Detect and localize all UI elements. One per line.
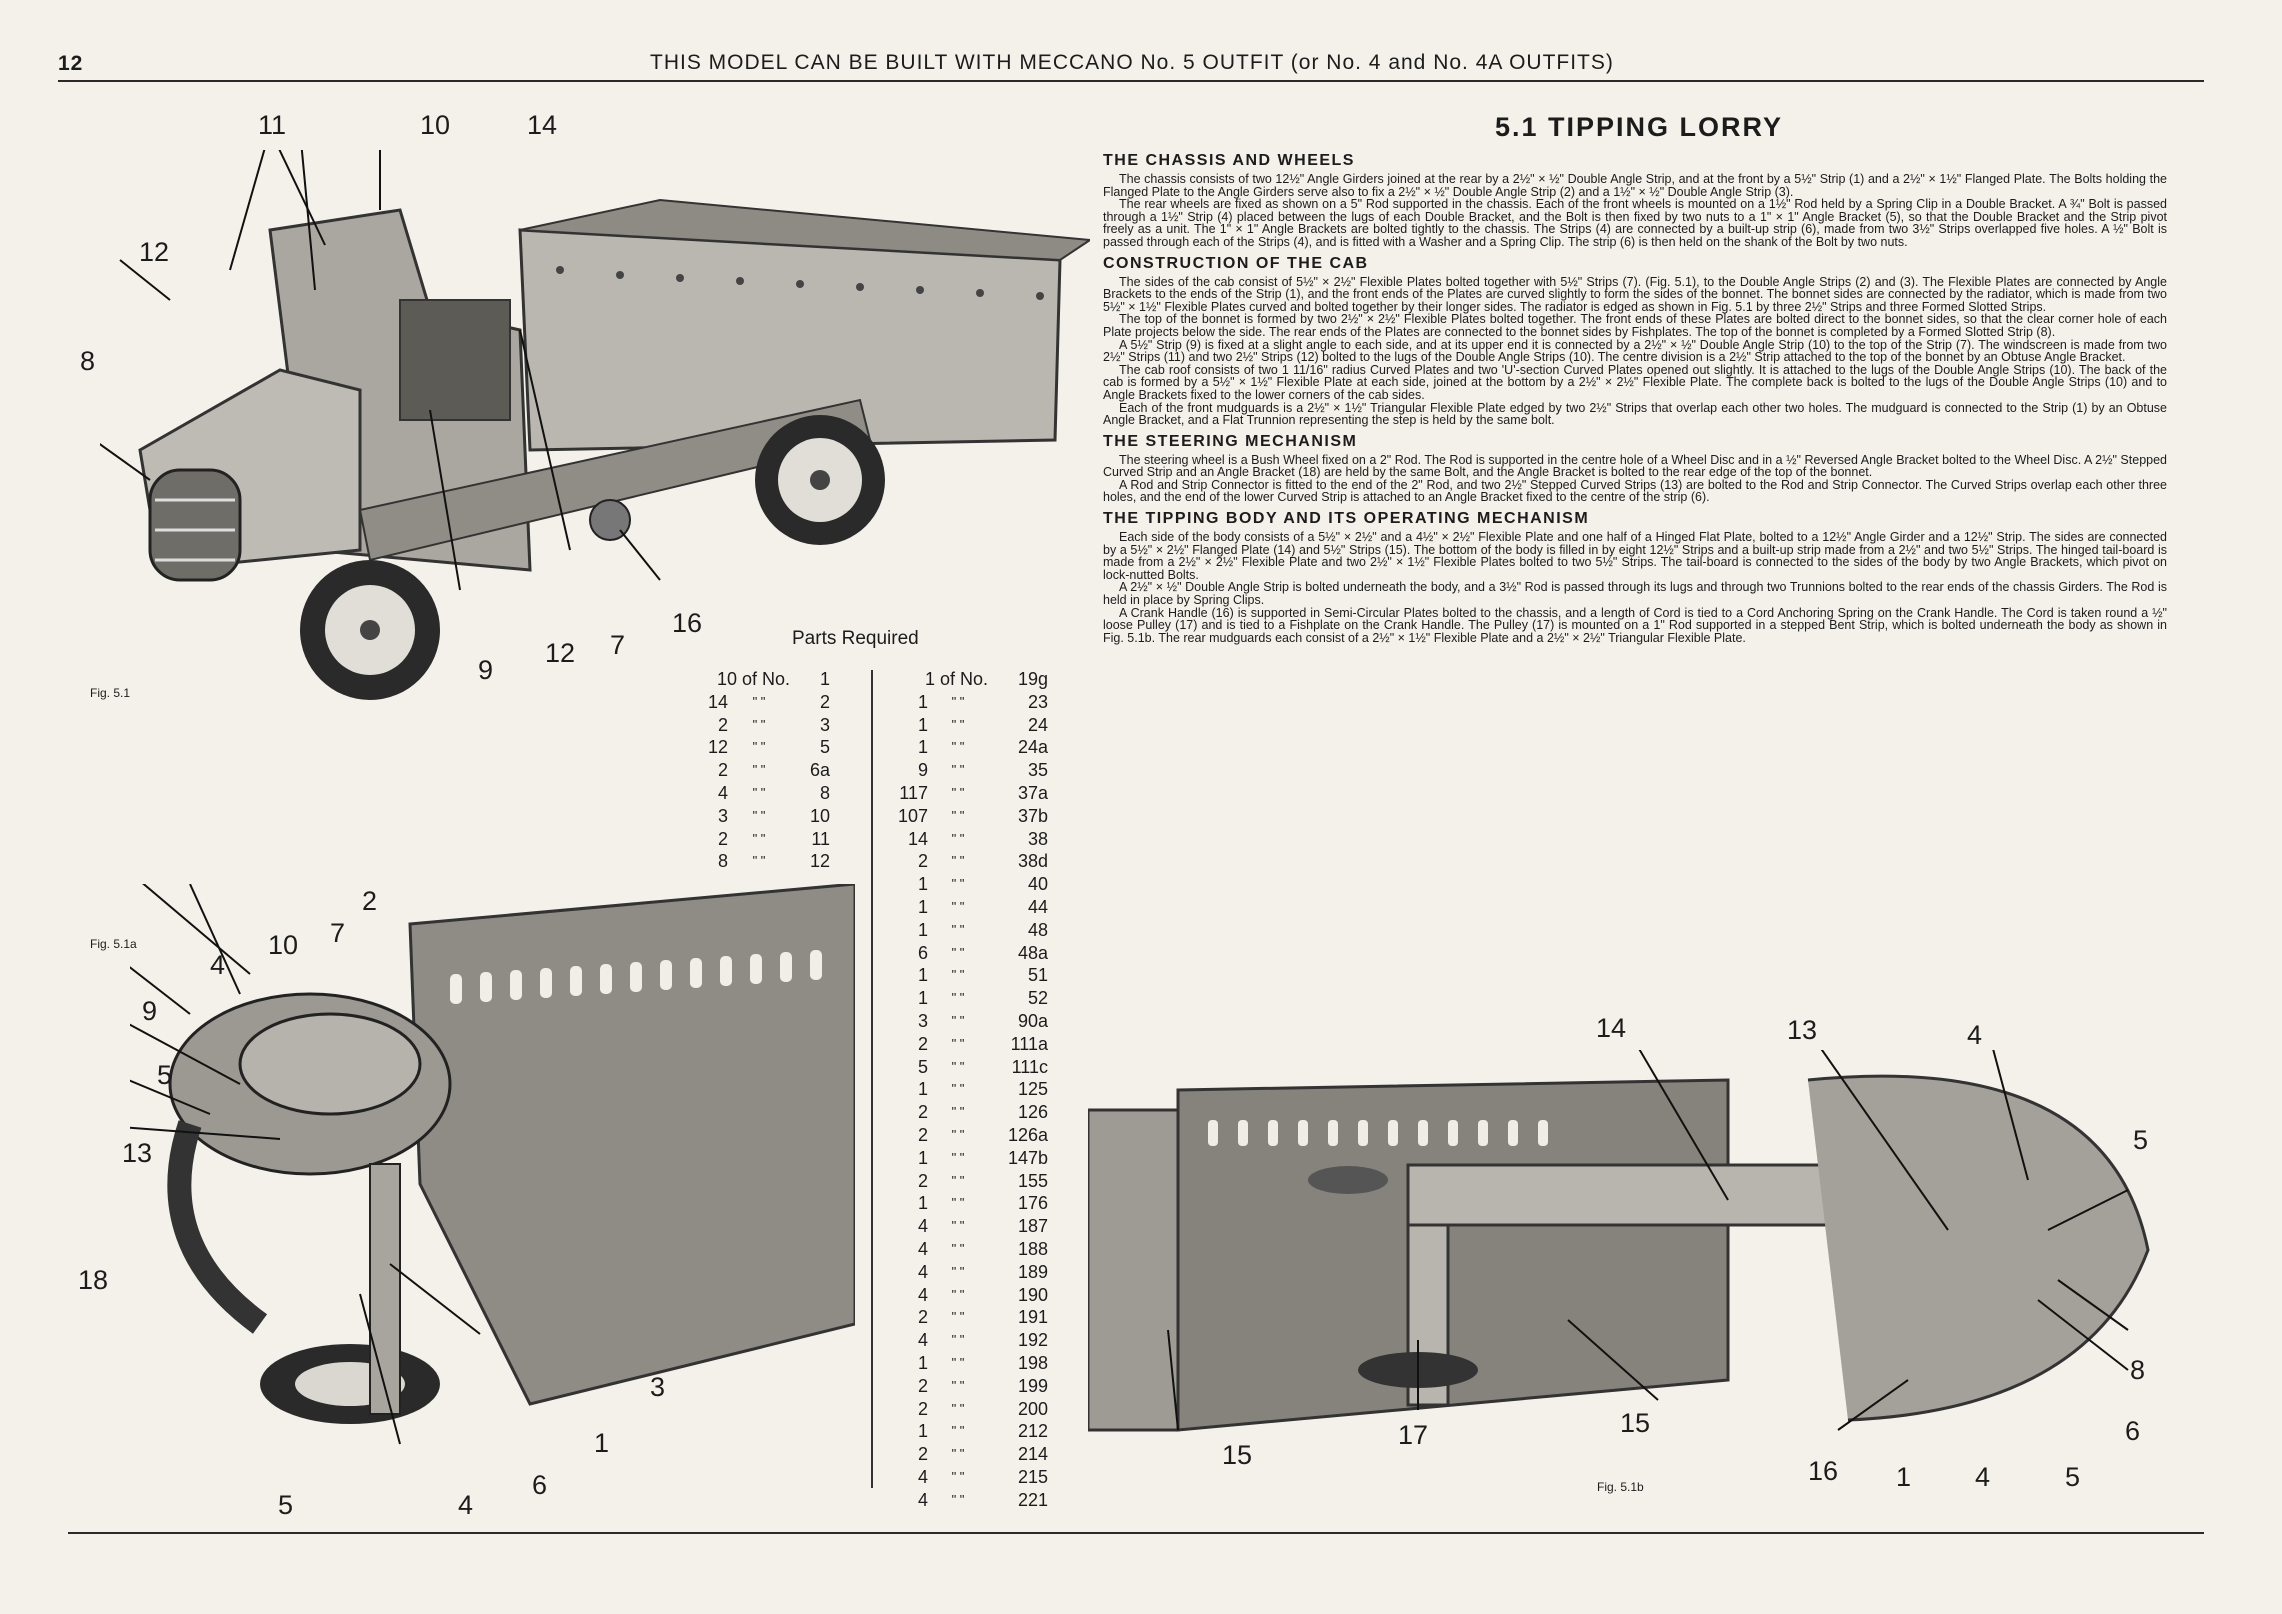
callout-label: 5 bbox=[278, 1490, 294, 1520]
parts-number: 3 bbox=[819, 714, 830, 735]
section-heading: THE STEERING MECHANISM bbox=[1103, 432, 1358, 450]
callout-label: 12 bbox=[139, 237, 170, 267]
parts-row bbox=[700, 714, 830, 737]
parts-number: 44 bbox=[1027, 896, 1048, 917]
callout-label: 4 bbox=[1975, 1462, 1991, 1492]
parts-qty: 4 bbox=[917, 1466, 928, 1487]
parts-ditto: " " bbox=[951, 1149, 965, 1165]
parts-row bbox=[898, 1033, 1048, 1056]
parts-row bbox=[898, 805, 1048, 828]
parts-row bbox=[898, 1306, 1048, 1329]
parts-column-1 bbox=[700, 668, 830, 873]
parts-qty: 2 bbox=[917, 1124, 928, 1145]
parts-ditto: " " bbox=[951, 1354, 965, 1370]
parts-row bbox=[898, 668, 1048, 691]
parts-ditto: " " bbox=[951, 1423, 965, 1439]
section-heading: THE CHASSIS AND WHEELS bbox=[1103, 152, 1355, 169]
parts-number: 38d bbox=[1017, 851, 1048, 872]
parts-row bbox=[700, 850, 830, 873]
callout-label: 8 bbox=[80, 346, 96, 376]
parts-row bbox=[898, 1170, 1048, 1193]
callout-label: 13 bbox=[1787, 1015, 1818, 1045]
header-rule bbox=[58, 80, 2204, 82]
figure-5-1a-illustration bbox=[130, 884, 855, 1494]
parts-heading: Parts Required bbox=[792, 628, 919, 649]
callout-label: 4 bbox=[1967, 1020, 1983, 1050]
callout-label: 2 bbox=[362, 886, 378, 916]
parts-ditto: " " bbox=[951, 739, 965, 755]
parts-number: 176 bbox=[1017, 1193, 1048, 1214]
figure-caption: Fig. 5.1 bbox=[90, 686, 131, 700]
callout-label: 15 bbox=[1620, 1408, 1651, 1438]
parts-number: 12 bbox=[809, 851, 830, 872]
parts-number: 5 bbox=[819, 737, 830, 758]
parts-qty: 2 bbox=[917, 1033, 928, 1054]
footer-rule bbox=[68, 1532, 2204, 1534]
parts-number: 125 bbox=[1017, 1079, 1048, 1100]
parts-qty: 4 bbox=[917, 1284, 928, 1305]
parts-ditto: " " bbox=[951, 921, 965, 937]
parts-number: 191 bbox=[1017, 1307, 1048, 1328]
callout-label: 14 bbox=[527, 110, 558, 140]
parts-ditto: " " bbox=[752, 784, 766, 800]
parts-ditto: " " bbox=[951, 876, 965, 892]
parts-ditto: " " bbox=[951, 1377, 965, 1393]
paragraph: The steering wheel is a Bush Wheel fixed on a 2" Rod. The Rod is supported in the centre hole of a Wheel Disc and in a ½" Reversed Angle Bracket bolted to the Wheel Disc. A 2½" Stepped Curved Strip and an Angle Bracket (18) are held by the same Bolt, and the Angle Bracket is bolted to the rear edge of the top of the bonnet. bbox=[1103, 452, 2167, 480]
parts-qty: 2 bbox=[917, 1102, 928, 1123]
parts-ditto: " " bbox=[951, 1081, 965, 1097]
parts-ditto: " " bbox=[752, 830, 766, 846]
callout-label: 8 bbox=[2130, 1355, 2146, 1385]
parts-qty: 4 bbox=[917, 1216, 928, 1237]
parts-row bbox=[700, 782, 830, 805]
parts-number: 1 bbox=[819, 669, 830, 689]
parts-qty: 2 bbox=[917, 1307, 928, 1328]
parts-row bbox=[898, 759, 1048, 782]
parts-number: 155 bbox=[1017, 1170, 1048, 1191]
parts-row bbox=[898, 1329, 1048, 1352]
parts-row bbox=[898, 691, 1048, 714]
parts-row bbox=[898, 828, 1048, 851]
parts-ditto: " " bbox=[752, 853, 766, 869]
parts-number: 212 bbox=[1017, 1421, 1048, 1442]
parts-qty: 3 bbox=[917, 1010, 928, 1031]
parts-ditto: " " bbox=[951, 1218, 965, 1234]
callout-label: 12 bbox=[545, 638, 576, 668]
parts-number: 200 bbox=[1017, 1398, 1048, 1419]
parts-ditto: " " bbox=[951, 1309, 965, 1325]
parts-number: 126a bbox=[1007, 1124, 1048, 1145]
figure-caption: Fig. 5.1b bbox=[1597, 1480, 1644, 1494]
parts-row bbox=[898, 736, 1048, 759]
parts-row bbox=[898, 1420, 1048, 1443]
parts-ditto: " " bbox=[951, 1263, 965, 1279]
paragraph: A Rod and Strip Connector is fitted to the end of the 2" Rod, and two 2½" Stepped Curved Strips (13) are bolted to the Rod and Strip Connector. The Curved Strips overlap each other three holes, and the end of the lower Curved Strip is attached to an Angle Bracket fixed to the centre of the strip (6). bbox=[1103, 477, 2167, 505]
text-column bbox=[1103, 152, 2167, 644]
callout-label: 6 bbox=[2125, 1416, 2141, 1446]
callout-label: 16 bbox=[672, 608, 703, 638]
parts-row bbox=[898, 1078, 1048, 1101]
parts-row bbox=[898, 850, 1048, 873]
parts-qty: 1 of No. bbox=[924, 669, 988, 689]
figure-5-1-illustration bbox=[100, 150, 1090, 740]
parts-ditto: " " bbox=[752, 693, 766, 709]
parts-row bbox=[898, 1261, 1048, 1284]
paragraph: The sides of the cab consist of 5½" × 2½" Flexible Plates bolted together with 5½" Strips (7). (Fig. 5.1), to the Double Angle Strips (2) and (3). The Flexible Plates are connected by Angle Brackets to the ends of the Strip (1), and the front ends of the Plates are curved slightly to form the sides of the bonnet. The bonnet sides are connected by the radiator, which is made from two 5½" × 1½" Flexible Plates curved and bolted together by their longer sides. The radiator is edged as shown in Fig. 5.1 by three 2½" Strips and three Formed Slotted Strips. bbox=[1103, 274, 2167, 314]
parts-row bbox=[700, 828, 830, 851]
parts-ditto: " " bbox=[951, 898, 965, 914]
callout-label: 11 bbox=[258, 110, 287, 140]
callout-label: 6 bbox=[532, 1470, 548, 1500]
paragraph: The top of the bonnet is formed by two 2½" × 2½" Flexible Plates bolted together. The front ends of these Plates are bolted direct to the bonnet sides, so that the clear corner hole of each Plate projects below the side. The rear ends of the Plates are connected to the bonnet sides by Fishplates. The top of the bonnet is completed by a Formed Slotted Strip (8). bbox=[1103, 312, 2167, 339]
callout-label: 5 bbox=[157, 1060, 173, 1090]
parts-row bbox=[898, 1238, 1048, 1261]
parts-ditto: " " bbox=[951, 944, 965, 960]
parts-row bbox=[898, 942, 1048, 965]
paragraph: Each of the front mudguards is a 2½" × 1½" Triangular Flexible Plate edged by two 2½" Strips that overlap each other two holes. The mudguard is connected to the Strip (1) by an Obtuse Angle Bracket, and a Flat Trunnion representing the step is held by the same bolt. bbox=[1103, 400, 2167, 428]
parts-ditto: " " bbox=[951, 1058, 965, 1074]
parts-number: 11 bbox=[811, 828, 830, 849]
parts-qty: 1 bbox=[917, 1147, 928, 1168]
parts-ditto: " " bbox=[951, 762, 965, 778]
parts-qty: 1 bbox=[917, 1079, 928, 1100]
parts-number: 111c bbox=[1011, 1056, 1048, 1077]
parts-number: 126 bbox=[1017, 1102, 1048, 1123]
parts-number: 190 bbox=[1017, 1284, 1048, 1305]
parts-number: 188 bbox=[1017, 1238, 1048, 1259]
callout-label: 10 bbox=[268, 930, 299, 960]
parts-qty: 1 bbox=[917, 874, 928, 895]
parts-ditto: " " bbox=[951, 853, 965, 869]
callout-label: 18 bbox=[78, 1265, 109, 1295]
callout-label: 13 bbox=[122, 1138, 153, 1168]
parts-row bbox=[898, 714, 1048, 737]
parts-number: 6a bbox=[809, 760, 830, 781]
parts-number: 51 bbox=[1027, 965, 1048, 986]
callout-label: 1 bbox=[1896, 1462, 1912, 1492]
parts-row bbox=[898, 1147, 1048, 1170]
parts-row bbox=[898, 964, 1048, 987]
parts-ditto: " " bbox=[951, 784, 965, 800]
parts-number: 147b bbox=[1007, 1147, 1048, 1168]
parts-number: 38 bbox=[1027, 828, 1048, 849]
parts-qty: 14 bbox=[907, 828, 928, 849]
parts-ditto: " " bbox=[951, 716, 965, 732]
parts-row bbox=[898, 1010, 1048, 1033]
callout-label: 4 bbox=[458, 1490, 474, 1520]
section-heading: THE TIPPING BODY AND ITS OPERATING MECHANISM bbox=[1103, 510, 1590, 528]
parts-ditto: " " bbox=[951, 1491, 965, 1507]
parts-row bbox=[898, 987, 1048, 1010]
parts-row bbox=[898, 782, 1048, 805]
callout-label: 15 bbox=[1222, 1440, 1253, 1470]
parts-ditto: " " bbox=[951, 1286, 965, 1302]
parts-row bbox=[898, 1101, 1048, 1124]
parts-row bbox=[898, 1466, 1048, 1489]
parts-qty: 2 bbox=[917, 1375, 928, 1396]
parts-ditto: " " bbox=[752, 762, 766, 778]
parts-number: 19g bbox=[1017, 669, 1048, 689]
parts-qty: 117 bbox=[899, 782, 928, 803]
parts-ditto: " " bbox=[752, 739, 766, 755]
parts-row bbox=[700, 759, 830, 782]
callout-label: 5 bbox=[2133, 1125, 2149, 1155]
parts-ditto: " " bbox=[951, 1195, 965, 1211]
page-title: 5.1 TIPPING LORRY bbox=[1495, 112, 1784, 142]
parts-number: 214 bbox=[1017, 1444, 1048, 1465]
paragraph: The chassis consists of two 12½" Angle Girders joined at the rear by a 2½" × ½" Double Angle Strip, and at the front by a 5½" Strip (1) and a 2½" × 1½" Flanged Plate. The Bolts holding the Flanged Plate to the Angle Girders serve also to fix a 2½" × ½" Double Angle Strip (2) and a 1½" × ½" Double Angle Strip (3). bbox=[1103, 172, 2167, 199]
parts-qty: 1 bbox=[917, 714, 928, 735]
parts-row bbox=[898, 873, 1048, 896]
parts-number: 35 bbox=[1027, 760, 1048, 781]
parts-number: 23 bbox=[1027, 691, 1048, 712]
paragraph: The rear wheels are fixed as shown on a 5" Rod supported in the chassis. Each of the front wheels is mounted on a 1½" Rod held by a Spring Clip in a Double Bracket. A ¾" Bolt is passed through a 1½" Strip (4) placed between the lugs of each Double Bracket, and the Bolt is then fixed by two nuts to a 1" × 1" Angle Bracket (5), so that the Double Bracket and the Strip pivot freely as a unit. The 1" × 1" Angle Brackets are bolted tightly to the chassis. The Strips (4) are connected by a built-up strip (6), made from two 3½" Strips overlapped five holes. A ½" Bolt is passed through each of the Strips (4), and is fitted with a Washer and a Spring Clip. The strip (6) is then held on the shank of the Bolt by two nuts. bbox=[1103, 197, 2167, 249]
parts-qty: 14 bbox=[707, 691, 728, 712]
parts-qty: 2 bbox=[917, 1170, 928, 1191]
parts-number: 215 bbox=[1017, 1466, 1048, 1487]
parts-ditto: " " bbox=[951, 807, 965, 823]
callout-label: 16 bbox=[1808, 1456, 1839, 1486]
parts-qty: 3 bbox=[717, 805, 728, 826]
parts-qty: 1 bbox=[917, 1193, 928, 1214]
parts-qty: 107 bbox=[898, 805, 929, 826]
parts-ditto: " " bbox=[951, 693, 965, 709]
parts-ditto: " " bbox=[951, 990, 965, 1006]
paragraph: The cab roof consists of two 1 11/16" radius Curved Plates and two 'U'-section Curved Plates opened out slightly. It is attached to the lugs of the Double Angle Strips (10). The back of the cab is formed by a 5½" × 1½" Flexible Plate at each side, joined at the bottom by a 2½" × 2½" Flexible Plate. The complete back is bolted to the lugs of the Double Angle Strips (10) and to Angle Brackets fixed to the lower corners of the cab sides. bbox=[1103, 362, 2167, 402]
parts-number: 24 bbox=[1027, 714, 1048, 735]
callout-label: 7 bbox=[330, 918, 346, 948]
callout-label: 4 bbox=[210, 950, 226, 980]
parts-number: 24a bbox=[1017, 737, 1048, 758]
parts-ditto: " " bbox=[951, 1172, 965, 1188]
callout-label: 5 bbox=[2065, 1462, 2081, 1492]
paragraph: Each side of the body consists of a 5½" × 2½" and a 4½" × 2½" Flexible Plate and one half of a Hinged Flat Plate, bolted to a 12½" Angle Girder and a 12½" Strip. The sides are connected by a 5½" × 2½" Flanged Plate (14) and 5½" Strips (15). The bottom of the body is filled in by eight 12½" Strips and a built-up strip made from a 2½" and two 5½" Strips. The hinged tail-board is made from a 2½" × 2½" Flexible Plate and two 2½" × 1½" Flexible Plates bolted to two 5½" Strips. The tail-board is connected to the sides of the body by two Angle Brackets, which pivot on lock-nutted Bolts. bbox=[1103, 530, 2167, 582]
parts-ditto: " " bbox=[752, 807, 766, 823]
parts-number: 2 bbox=[819, 691, 830, 712]
parts-qty: 1 bbox=[917, 988, 928, 1009]
parts-number: 111a bbox=[1010, 1033, 1048, 1054]
parts-number: 48 bbox=[1027, 919, 1048, 940]
parts-qty: 8 bbox=[717, 851, 728, 872]
parts-ditto: " " bbox=[951, 1012, 965, 1028]
parts-row bbox=[700, 805, 830, 828]
parts-row bbox=[898, 1489, 1048, 1512]
parts-number: 192 bbox=[1017, 1330, 1048, 1351]
callout-label: 9 bbox=[478, 655, 494, 685]
callout-label: 3 bbox=[650, 1372, 666, 1402]
parts-row bbox=[898, 1443, 1048, 1466]
parts-ditto: " " bbox=[951, 1446, 965, 1462]
parts-row bbox=[898, 1352, 1048, 1375]
parts-ditto: " " bbox=[951, 830, 965, 846]
parts-qty: 2 bbox=[917, 851, 928, 872]
parts-number: 52 bbox=[1027, 988, 1048, 1009]
parts-qty: 5 bbox=[917, 1056, 928, 1077]
parts-ditto: " " bbox=[951, 1126, 965, 1142]
parts-qty: 2 bbox=[917, 1398, 928, 1419]
parts-qty: 4 bbox=[917, 1489, 928, 1510]
parts-ditto: " " bbox=[951, 1400, 965, 1416]
parts-qty: 2 bbox=[717, 828, 728, 849]
parts-row bbox=[898, 1284, 1048, 1307]
callout-label: 9 bbox=[142, 996, 158, 1026]
figure-caption: Fig. 5.1a bbox=[90, 937, 137, 951]
parts-qty: 9 bbox=[917, 760, 928, 781]
parts-row bbox=[700, 736, 830, 759]
parts-ditto: " " bbox=[752, 716, 766, 732]
parts-column-2 bbox=[898, 668, 1048, 1511]
paragraph: A 2½" × ½" Double Angle Strip is bolted underneath the body, and a 3½" Rod is passed through its lugs and through two Trunnions bolted to the rear ends of the chassis Girders. The Rod is held in place by Spring Clips. bbox=[1103, 580, 2167, 608]
parts-number: 90a bbox=[1017, 1010, 1048, 1031]
parts-number: 189 bbox=[1017, 1261, 1048, 1282]
parts-number: 221 bbox=[1017, 1489, 1048, 1510]
callout-label: 10 bbox=[420, 110, 451, 140]
parts-qty: 1 bbox=[917, 691, 928, 712]
parts-qty: 1 bbox=[917, 965, 928, 986]
parts-ditto: " " bbox=[951, 1240, 965, 1256]
parts-row bbox=[898, 1056, 1048, 1079]
parts-number: 40 bbox=[1027, 874, 1048, 895]
parts-qty: 4 bbox=[917, 1261, 928, 1282]
parts-number: 8 bbox=[819, 782, 830, 803]
page-number: 12 bbox=[58, 52, 84, 75]
paragraph: A Crank Handle (16) is supported in Semi-Circular Plates bolted to the chassis, and a length of Cord is tied to a Cord Anchoring Spring on the Crank Handle. The Cord is taken round a ½" loose Pulley (17) and is tied to a Fishplate on the Crank Handle. The Pulley (17) is mounted on a 1" Rod supported in a stepped Bent Strip, which is bolted underneath the body as shown in Fig. 5.1b. The rear mudguards each consist of a 2½" × 1½" Flexible Plate and a 2½" × 2½" Triangular Flexible Plate. bbox=[1103, 605, 2167, 645]
header-text: THIS MODEL CAN BE BUILT WITH MECCANO No. 5 OUTFIT (or No. 4 and No. 4A OUTFITS) bbox=[650, 51, 1614, 74]
parts-qty: 10 of No. bbox=[716, 669, 790, 689]
parts-qty: 4 bbox=[917, 1330, 928, 1351]
parts-qty: 1 bbox=[917, 896, 928, 917]
parts-qty: 2 bbox=[917, 1444, 928, 1465]
figure-5-1b-illustration bbox=[1088, 1050, 2170, 1470]
callout-label: 17 bbox=[1398, 1420, 1429, 1450]
parts-ditto: " " bbox=[951, 1104, 965, 1120]
parts-row bbox=[898, 1398, 1048, 1421]
parts-qty: 2 bbox=[717, 714, 728, 735]
callout-label: 7 bbox=[610, 630, 626, 660]
parts-qty: 1 bbox=[917, 1421, 928, 1442]
parts-qty: 4 bbox=[717, 782, 728, 803]
parts-row bbox=[898, 1375, 1048, 1398]
parts-qty: 4 bbox=[917, 1238, 928, 1259]
parts-number: 10 bbox=[809, 805, 830, 826]
parts-ditto: " " bbox=[951, 1332, 965, 1348]
parts-row bbox=[898, 1192, 1048, 1215]
parts-qty: 12 bbox=[707, 737, 728, 758]
paragraph: A 5½" Strip (9) is fixed at a slight angle to each side, and at its upper end it is connected by a 2½" × ½" Double Angle Strip (10) to the top of the Strip (7). The windscreen is made from two 2½" Strips (11) and two 2½" Strips (12) bolted to the lugs of the Double Angle Strips (10). The centre division is a 2½" Strip attached to the top of the bonnet by an Obtuse Angle Bracket. bbox=[1103, 337, 2167, 365]
parts-row bbox=[898, 1124, 1048, 1147]
parts-row bbox=[898, 896, 1048, 919]
parts-qty: 1 bbox=[917, 1352, 928, 1373]
parts-qty: 1 bbox=[917, 737, 928, 758]
parts-divider bbox=[871, 670, 873, 1488]
section-heading: CONSTRUCTION OF THE CAB bbox=[1103, 254, 1369, 272]
parts-row bbox=[700, 668, 830, 691]
parts-ditto: " " bbox=[951, 967, 965, 983]
parts-ditto: " " bbox=[951, 1035, 965, 1051]
parts-number: 37a bbox=[1017, 782, 1048, 803]
parts-qty: 6 bbox=[917, 942, 928, 963]
parts-ditto: " " bbox=[951, 1468, 965, 1484]
parts-row bbox=[700, 691, 830, 714]
parts-row bbox=[898, 919, 1048, 942]
parts-row bbox=[898, 1215, 1048, 1238]
parts-number: 187 bbox=[1017, 1216, 1048, 1237]
callout-label: 14 bbox=[1596, 1013, 1627, 1043]
callout-label: 1 bbox=[594, 1428, 610, 1458]
parts-number: 198 bbox=[1017, 1352, 1048, 1373]
parts-number: 199 bbox=[1017, 1375, 1048, 1396]
parts-qty: 1 bbox=[917, 919, 928, 940]
parts-number: 48a bbox=[1017, 942, 1048, 963]
parts-qty: 2 bbox=[717, 760, 728, 781]
parts-number: 37b bbox=[1017, 805, 1048, 826]
